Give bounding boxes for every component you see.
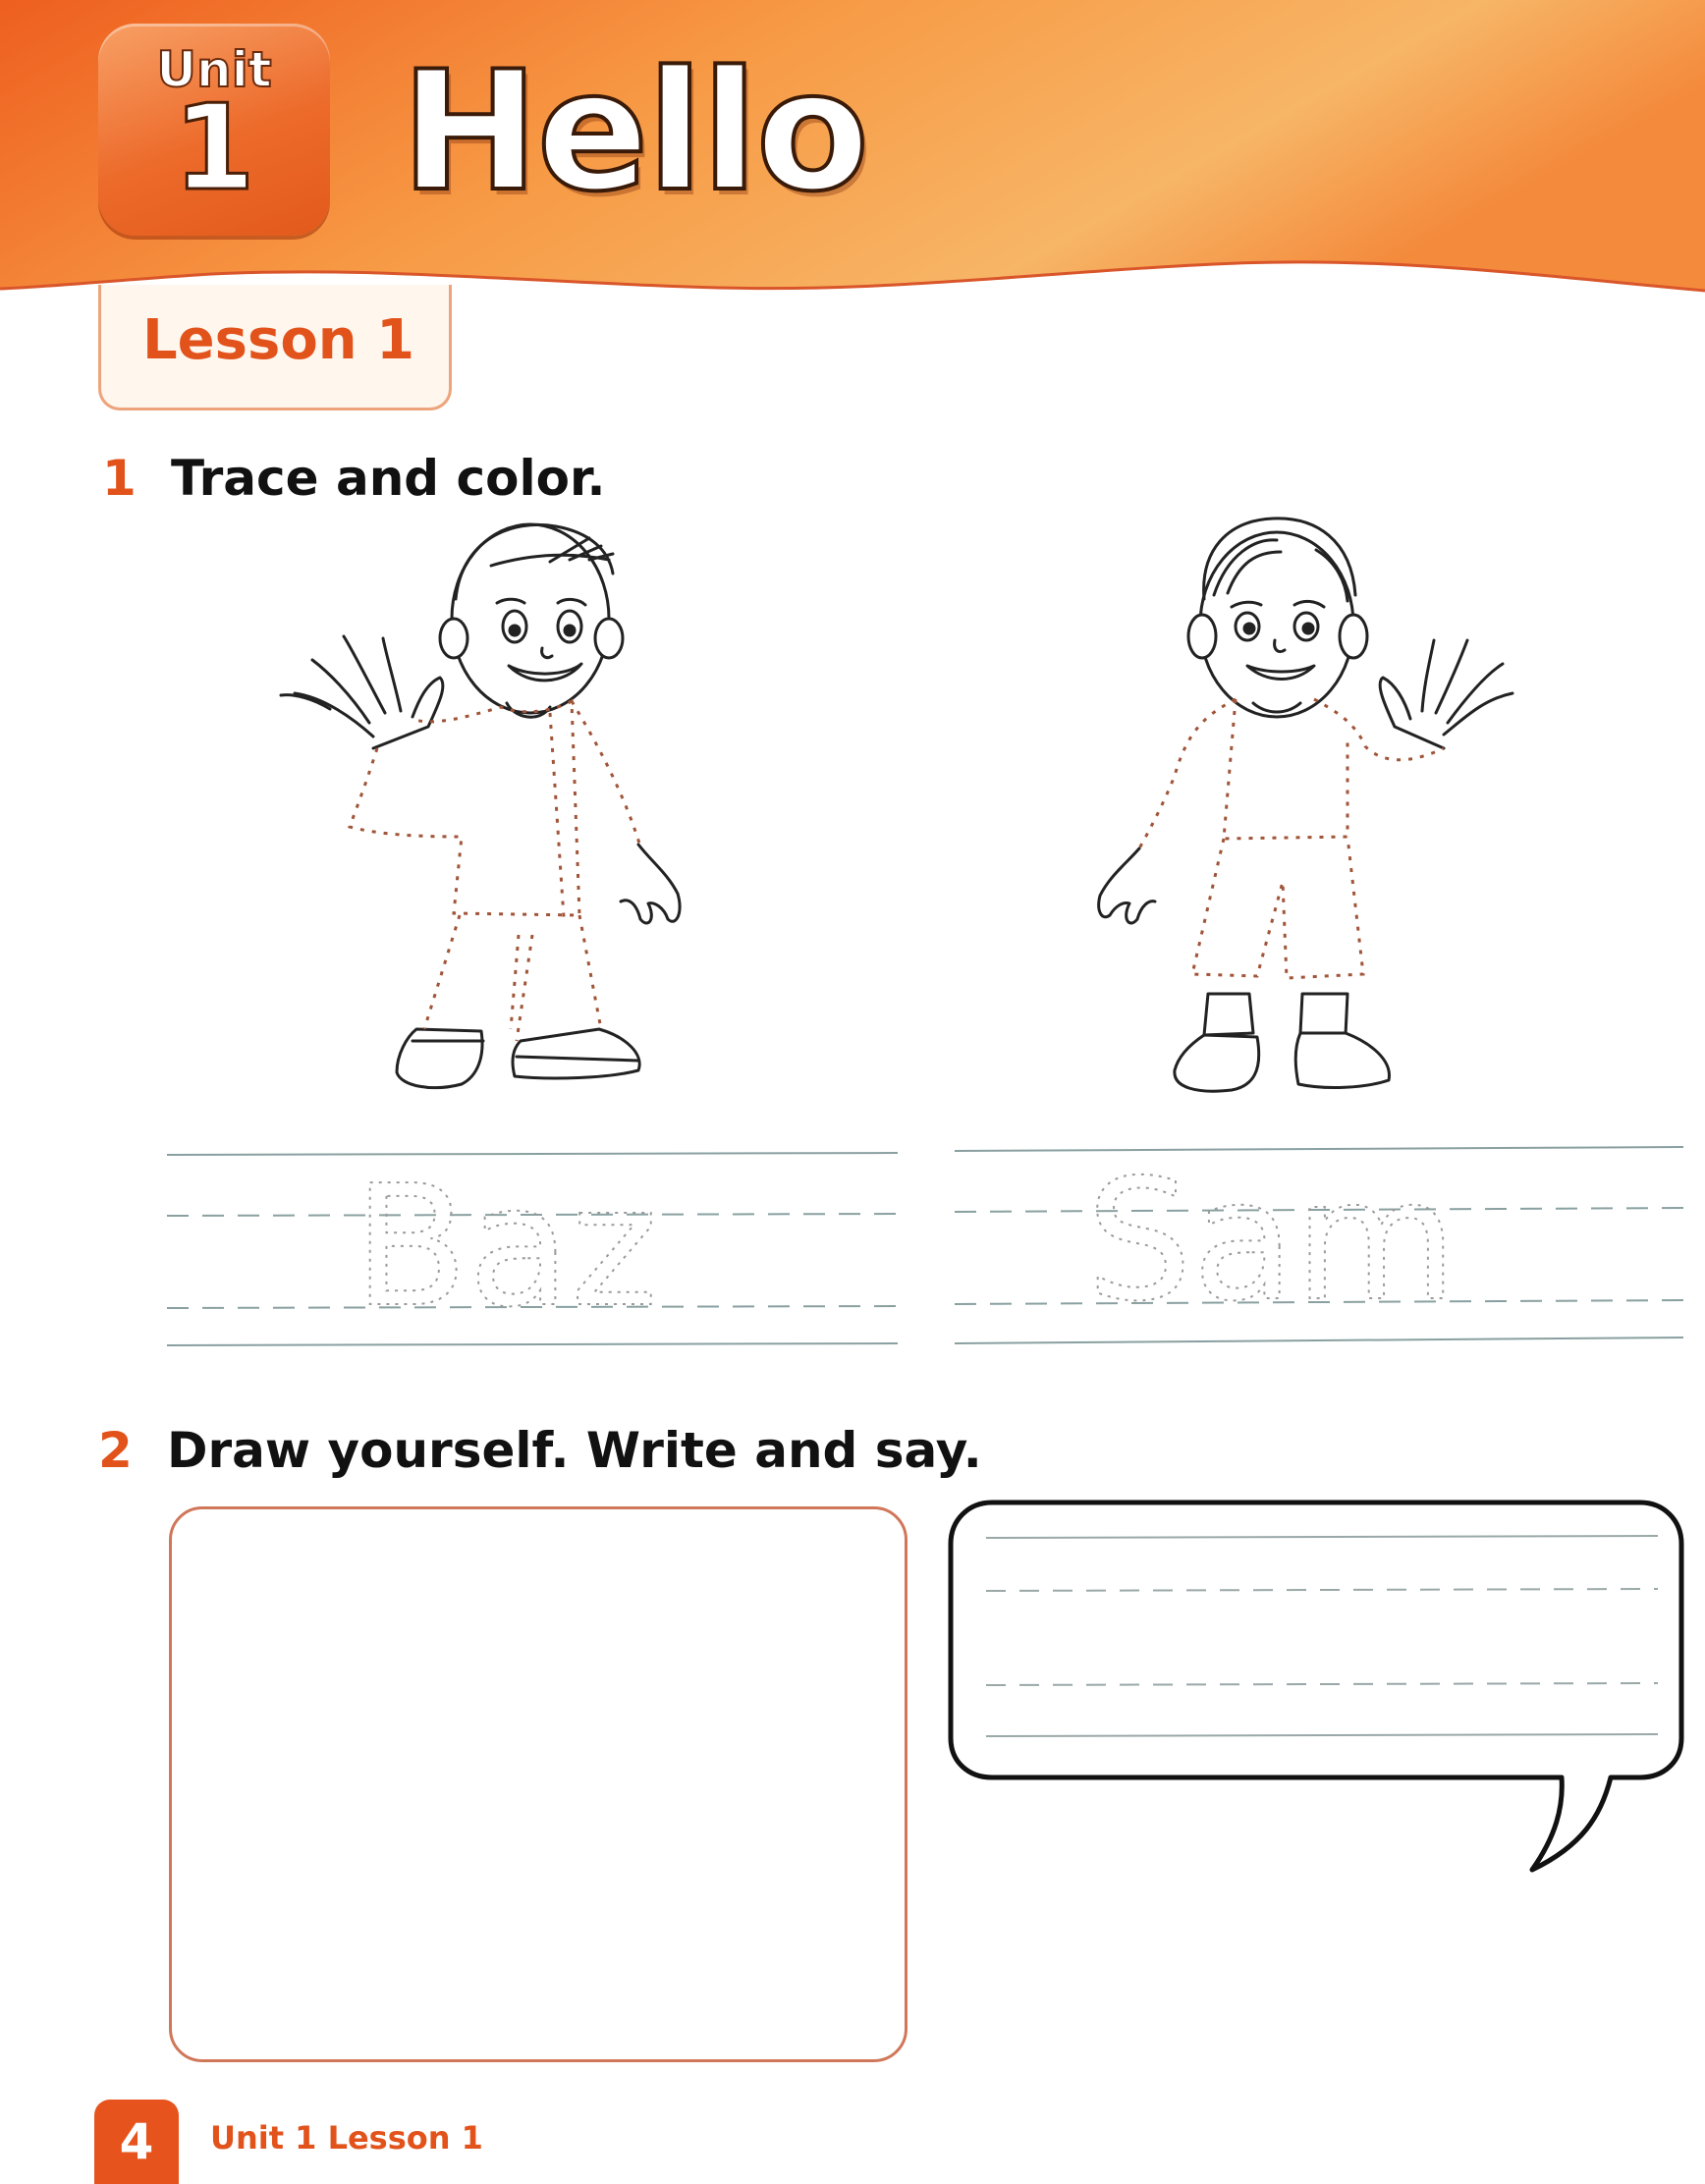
unit-badge — [98, 24, 330, 236]
exercise-2-instruction: Draw yourself. Write and say. — [167, 1422, 982, 1479]
lesson-label: Lesson 1 — [142, 308, 415, 372]
page-number: 4 — [119, 2113, 154, 2170]
character-illustrations — [0, 491, 1705, 1129]
trace-name-baz: Baz — [354, 1150, 659, 1344]
exercise-1-instruction: Trace and color. — [171, 450, 606, 507]
trace-name-sam: Sam — [1086, 1144, 1458, 1338]
footer-label: Unit 1 Lesson 1 — [210, 2119, 483, 2157]
speech-bubble[interactable] — [943, 1493, 1689, 1885]
exercise-2-number: 2 — [98, 1422, 133, 1479]
name-trace-area — [0, 1129, 1705, 1365]
boy-sam-trace-outline — [1139, 699, 1444, 978]
draw-yourself-box[interactable] — [169, 1506, 908, 2062]
exercise-1-number: 1 — [102, 450, 137, 507]
unit-title: Hello — [401, 35, 868, 228]
unit-word: Unit — [156, 41, 272, 98]
exercise-2-title — [98, 1422, 982, 1479]
boy-baz-drawing — [281, 524, 680, 1088]
boy-baz-trace-outline — [350, 701, 640, 1041]
page-number-badge — [94, 2100, 179, 2184]
unit-number: 1 — [173, 81, 255, 217]
lesson-tab — [98, 285, 452, 410]
